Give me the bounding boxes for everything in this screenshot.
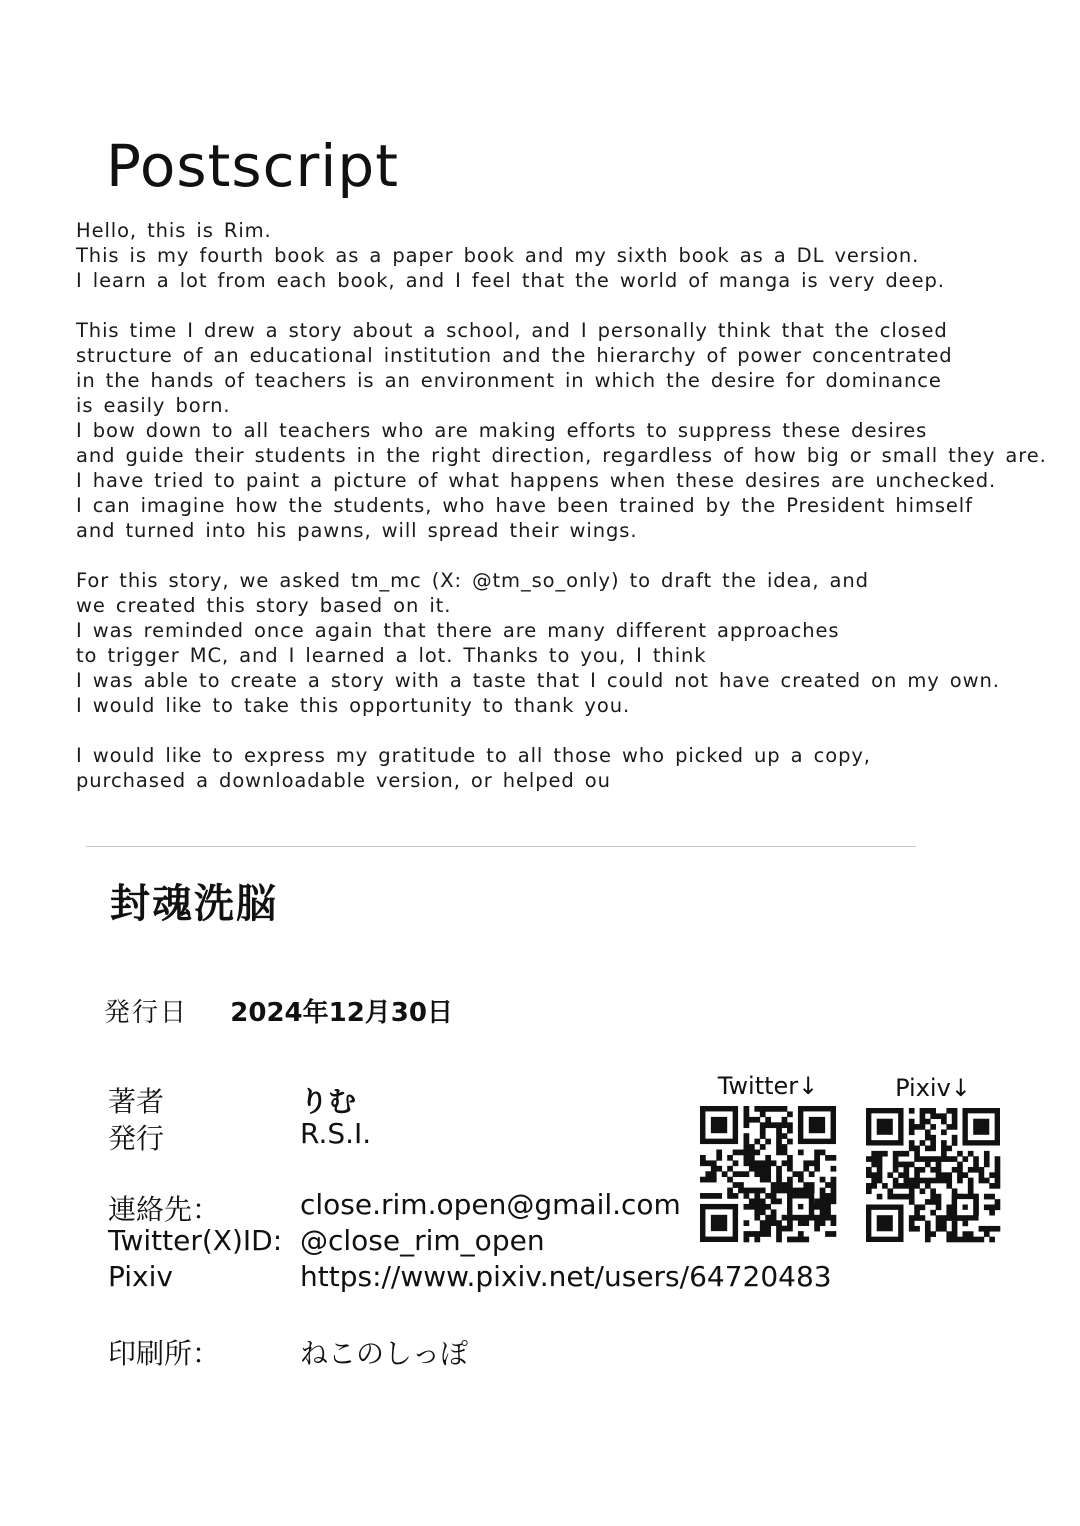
paragraph-break [76, 543, 1066, 568]
postscript-line: I can imagine how the students, who have been trained by the President himself [76, 494, 973, 517]
postscript-line: This is my fourth book as a paper book and my sixth book as a DL version. [76, 244, 920, 267]
postscript-line: structure of an educational institution and the hierarchy of power concentrated [76, 344, 953, 367]
postscript-line: I have tried to paint a picture of what happens when these desires are unchecked. [76, 469, 997, 492]
page-title: Postscript [106, 132, 399, 200]
postscript-line: we created this story based on it. [76, 594, 452, 617]
postscript-body [76, 218, 1066, 793]
postscript-line: This time I drew a story about a school, and I personally think that the closed [76, 319, 948, 342]
postscript-line: is easily born. [76, 394, 231, 417]
postscript-line: I would like to take this opportunity to thank you. [76, 694, 631, 717]
postscript-line: I would like to express my gratitude to all those who picked up a copy, [76, 744, 871, 767]
publisher-label: 発行 [108, 1122, 165, 1155]
postscript-line: I learn a lot from each book, and I feel that the world of manga is very deep. [76, 269, 945, 292]
contact-email[interactable]: close.rim.open@gmail.com [300, 1188, 681, 1221]
pixiv-qr-caption [864, 1074, 1002, 1102]
postscript-line: Hello, this is Rim. [76, 219, 272, 242]
pixiv-label: Pixiv [108, 1260, 173, 1293]
contact-label: 連絡先： [108, 1193, 221, 1226]
postscript-line: I bow down to all teachers who are making efforts to suppress these desires [76, 419, 928, 442]
paragraph-break [76, 293, 1066, 318]
pixiv-qr-label: Pixiv [895, 1074, 951, 1102]
book-title: 封魂洗脳 [110, 881, 278, 927]
twitter-qr-caption [698, 1072, 838, 1100]
postscript-line: and guide their students in the right direction, regardless of how big or small they are. [76, 444, 1047, 467]
publication-date-value: 2024年12月30日 [230, 998, 453, 1028]
arrow-down-icon: ↓ [798, 1072, 819, 1100]
postscript-line: I was reminded once again that there are many different approaches [76, 619, 840, 642]
author-label: 著者 [108, 1085, 165, 1118]
publication-date-label: 発行日 [104, 998, 189, 1028]
author-value: りむ [300, 1085, 357, 1118]
postscript-line: and turned into his pawns, will spread their wings. [76, 519, 638, 542]
twitter-label: Twitter(X)ID: [108, 1224, 283, 1257]
postscript-line: purchased a downloadable version, or helped ou [76, 769, 611, 792]
divider [86, 846, 916, 847]
pixiv-qr-block [864, 1074, 1002, 1244]
twitter-qr-block [698, 1072, 838, 1244]
qr-code-icon[interactable] [864, 1106, 1002, 1244]
pixiv-url[interactable]: https://www.pixiv.net/users/64720483 [300, 1260, 832, 1293]
arrow-down-icon: ↓ [950, 1074, 971, 1102]
twitter-qr-label: Twitter [717, 1072, 799, 1100]
publisher-value: R.S.I. [300, 1117, 372, 1150]
postscript-line: in the hands of teachers is an environment in which the desire for dominance [76, 369, 942, 392]
printer-value: ねこのしっぽ [300, 1337, 469, 1370]
printer-label: 印刷所： [108, 1337, 221, 1370]
paragraph-break [76, 718, 1066, 743]
postscript-line: to trigger MC, and I learned a lot. Thanks to you, I think [76, 644, 707, 667]
twitter-id[interactable]: @close_rim_open [300, 1224, 545, 1257]
postscript-line: For this story, we asked tm_mc (X: @tm_so_only) to draft the idea, and [76, 569, 869, 592]
qr-code-icon[interactable] [698, 1104, 838, 1244]
postscript-line: I was able to create a story with a taste that I could not have created on my own. [76, 669, 1000, 692]
publication-date-row [104, 992, 453, 1029]
